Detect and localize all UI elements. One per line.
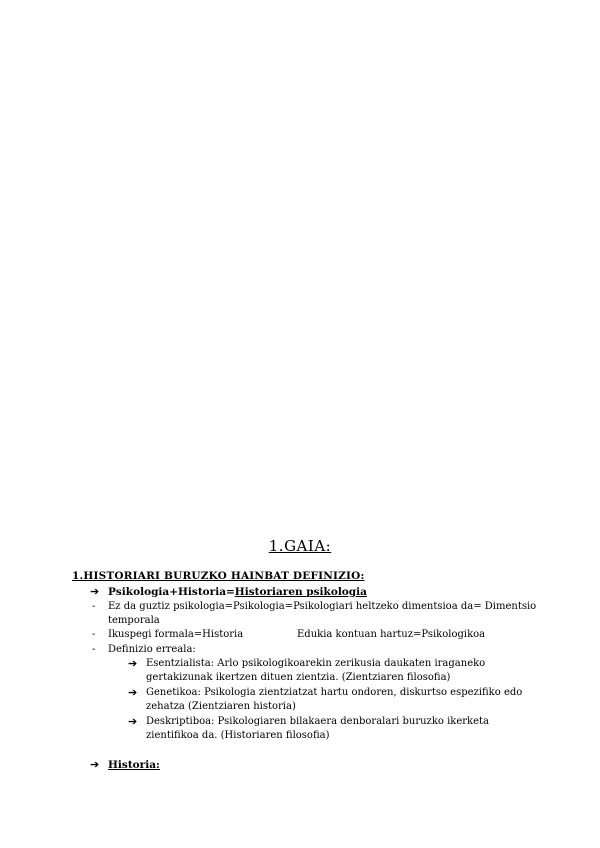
dash-bullet: - [92, 601, 96, 612]
sub-list-item-line: Genetikoa: Psikologia zientziatzat hartu ondoren, diskurtso espezifiko edo [146, 687, 523, 698]
dash-bullet: - [92, 644, 96, 655]
list-item: Ikuspegi formala=Historia [108, 629, 244, 640]
sub-list-item-line: zientifikoa da. (Historiaren filosofia) [146, 730, 330, 741]
arrow-icon: ➔ [128, 686, 138, 699]
section-heading: 1.HISTORIARI BURUZKO HAINBAT DEFINIZIO: [72, 570, 365, 582]
formula-part1: Psikologia+Historia= [108, 586, 235, 598]
formula-part2: Historiaren psikologia [234, 586, 367, 598]
list-item: Definizio erreala: [108, 644, 196, 655]
sub-list-item-line: zehatza (Zientziaren historia) [146, 701, 296, 712]
sub-list-item [146, 686, 522, 714]
dash-bullet: - [92, 629, 96, 640]
list-item-line: Ez da guztiz psikologia=Psikologia=Psikologiari heltzeko dimentsioa da= Dimentsio [108, 601, 537, 612]
sub-list-item-line: Deskriptiboa: Psikologiaren bilakaera denboralari buruzko ikerketa [146, 716, 489, 727]
formula-line [108, 585, 367, 599]
arrow-icon: ➔ [128, 657, 138, 670]
arrow-icon: ➔ [128, 715, 138, 728]
subsection-heading: Historia: [108, 759, 160, 771]
arrow-icon: ➔ [90, 758, 100, 771]
page-title: 1.GAIA: [268, 537, 332, 555]
sub-list-item-line: gertakizunak ikertzen dituen zientzia. (Zientziaren filosofia) [146, 672, 451, 683]
arrow-icon: ➔ [90, 585, 100, 598]
list-item-line: temporala [108, 615, 160, 626]
sub-list-item [146, 657, 485, 685]
sub-list-item-line: Esentzialista: Arlo psikologikoarekin zerikusia daukaten iraganeko [146, 658, 486, 669]
sub-list-item [146, 715, 489, 743]
list-item [108, 600, 536, 628]
list-item-right: Edukia kontuan hartuz=Psikologikoa [297, 629, 486, 640]
